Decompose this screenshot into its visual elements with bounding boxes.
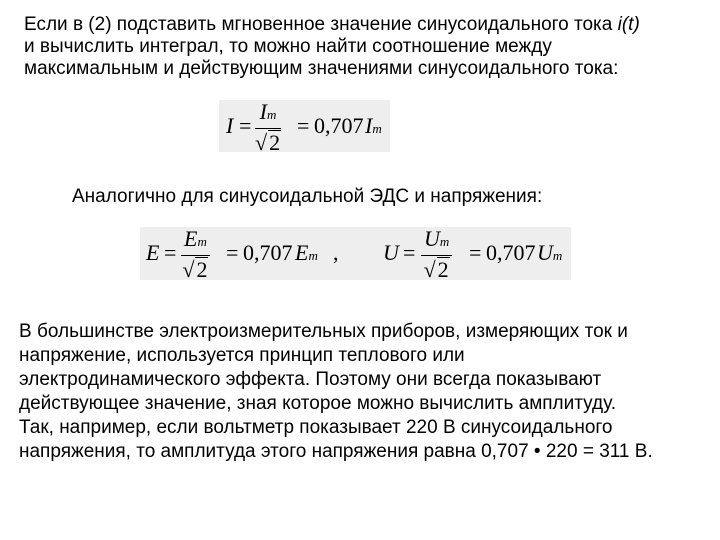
intro-line-2: и вычислить интеграл, то можно найти соотношение между [24,36,552,57]
body-line: напряжение, используется принцип теплового или [19,345,465,366]
formula-current-num-symbol: I [259,99,267,124]
formula-voltage-denominator [421,256,452,282]
formula-emf-rhs-symbol: E [295,240,309,265]
formula-current-eq2: = [297,113,310,138]
formula-current-coef: 0,707 [314,113,364,138]
formula-voltage-num-symbol: U [424,226,440,251]
sqrt-symbol: √ [423,257,436,282]
sqrt-symbol: √ [182,257,195,282]
current-function-label: i(t) [617,14,640,35]
formula-separator-comma: , [333,240,339,265]
formula-emf-den-value: 2 [196,257,208,282]
formula-emf-numerator [181,227,210,256]
formula-current [219,99,390,155]
formula-current-numerator [255,100,281,129]
analog-paragraph: Аналогично для синусоидальной ЭДС и напряжения: [72,186,543,207]
formula-voltage-rhs-sub: m [552,248,563,263]
formula-emf-voltage [140,227,571,280]
formula-voltage-eq1: = [403,240,416,265]
formula-emf-fraction [181,227,210,282]
formula-current-eq1: = [239,113,252,138]
formula-voltage-coef: 0,707 [486,240,536,265]
formula-voltage-num-sub: m [439,234,450,249]
body-line: напряжения, то амплитуда этого напряжения равна 0,707 • 220 = 311 В. [19,441,653,462]
intro-line-1-text: Если в (2) подставить мгновенное значение синусоидального тока [24,14,618,35]
formula-emf-rhs [295,240,318,266]
formula-voltage-den-value: 2 [437,257,449,282]
body-line: электродинамического эффекта. Поэтому они всегда показывают [19,369,602,390]
formula-voltage-lhs: U [383,240,399,265]
formula-emf-denominator [181,256,210,282]
formula-emf-eq1: = [164,240,177,265]
formula-voltage-rhs-symbol: U [537,240,553,265]
formula-voltage-numerator [421,227,452,256]
formula-emf-rhs-sub: m [308,248,318,263]
formula-voltage-rhs [537,240,562,266]
body-paragraph [19,320,653,464]
sqrt-symbol: √ [255,130,268,155]
formula-emf-num-symbol: E [184,226,198,251]
formula-current-den-value: 2 [269,130,281,155]
formula-current-lhs: I [226,113,234,138]
formula-current-fraction [255,100,281,155]
formula-current-num-sub: m [267,107,277,122]
formula-emf-num-sub: m [197,234,207,249]
formula-voltage-fraction [421,227,452,282]
intro-line-3: максимальным и действующим значениями синусоидального тока: [24,58,619,79]
body-line: Так, например, если вольтметр показывает 220 В синусоидального [19,417,613,438]
formula-current-rhs [365,113,382,139]
formula-current-denominator [255,129,281,155]
intro-paragraph [24,14,640,80]
formula-current-rhs-sub: m [372,121,382,136]
formula-emf-coef: 0,707 [243,240,293,265]
formula-voltage-eq2: = [469,240,482,265]
body-line: действующее значение, зная которое можно вычислить амплитуду. [19,393,616,414]
formula-emf-eq2: = [226,240,239,265]
body-line: В большинстве электроизмерительных приборов, измеряющих ток и [19,321,628,342]
intro-line-1 [24,14,640,36]
formula-current-rhs-symbol: I [365,113,373,138]
formula-emf-lhs: E [146,240,160,265]
